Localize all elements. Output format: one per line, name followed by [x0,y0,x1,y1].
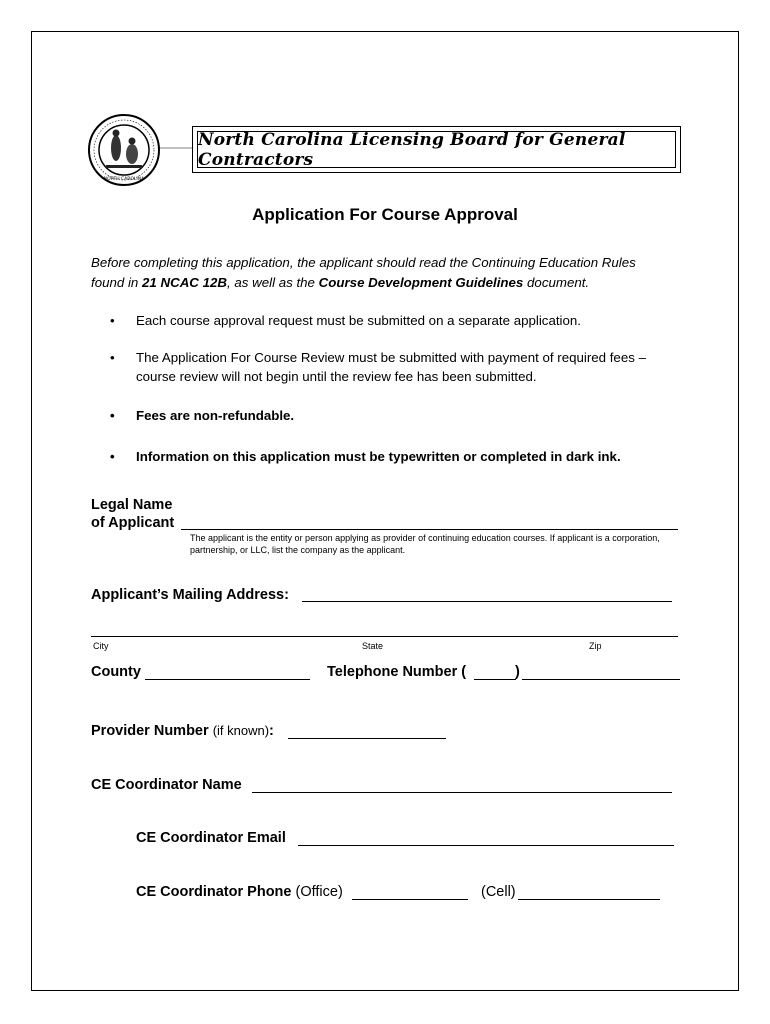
city-label: City [93,641,109,651]
state-label: State [362,641,384,651]
rule-reference: 21 NCAC 12B [142,275,227,290]
legal-name-label-1: Legal Name [91,497,173,513]
ce-coordinator-email-label: CE Coordinator Email [136,830,286,846]
ce-coordinator-email-field[interactable] [298,845,674,846]
legal-name-label-2: of Applicant [91,515,175,531]
provider-number-label: Provider Number (if known): [91,723,274,739]
provider-number-field[interactable] [288,738,446,739]
cell-label: (Cell) [481,884,516,900]
telephone-area-code-field[interactable] [474,679,516,680]
county-label: County [91,664,141,680]
telephone-close-paren: ) [515,664,520,680]
mailing-address-field[interactable] [302,601,672,602]
city-state-zip-field[interactable] [91,636,678,637]
nc-board-seal [88,110,192,190]
zip-label: Zip [589,641,602,651]
telephone-label: Telephone Number ( [327,664,467,680]
legal-name-note: The applicant is the entity or person applying as provider of continuing education courses. If applicant is a corporation, partnership, or LLC, list the company as the applicant. [190,533,660,555]
mailing-address-label: Applicant’s Mailing Address: [91,587,289,603]
ce-coordinator-phone-label: CE Coordinator Phone (Office) [136,884,343,900]
ce-coordinator-name-label: CE Coordinator Name [91,777,242,793]
intro-paragraph: Before completing this application, the applicant should read the Continuing Education Rules found in 21 NCAC 12B, as well as the Course Development Guidelines document. [91,255,636,290]
guidelines-reference: Course Development Guidelines [318,275,524,290]
form-title: Application For Course Approval [252,205,518,224]
legal-name-field[interactable] [181,529,678,530]
telephone-field[interactable] [522,679,680,680]
board-name: North Carolina Licensing Board for General Contractors [198,129,626,170]
county-field[interactable] [145,679,310,680]
board-name-banner [192,126,681,173]
svg-text:NORTH CAROLINA: NORTH CAROLINA [103,177,145,182]
cell-phone-field[interactable] [518,899,660,900]
ce-coordinator-name-field[interactable] [252,792,672,793]
office-phone-field[interactable] [352,899,468,900]
